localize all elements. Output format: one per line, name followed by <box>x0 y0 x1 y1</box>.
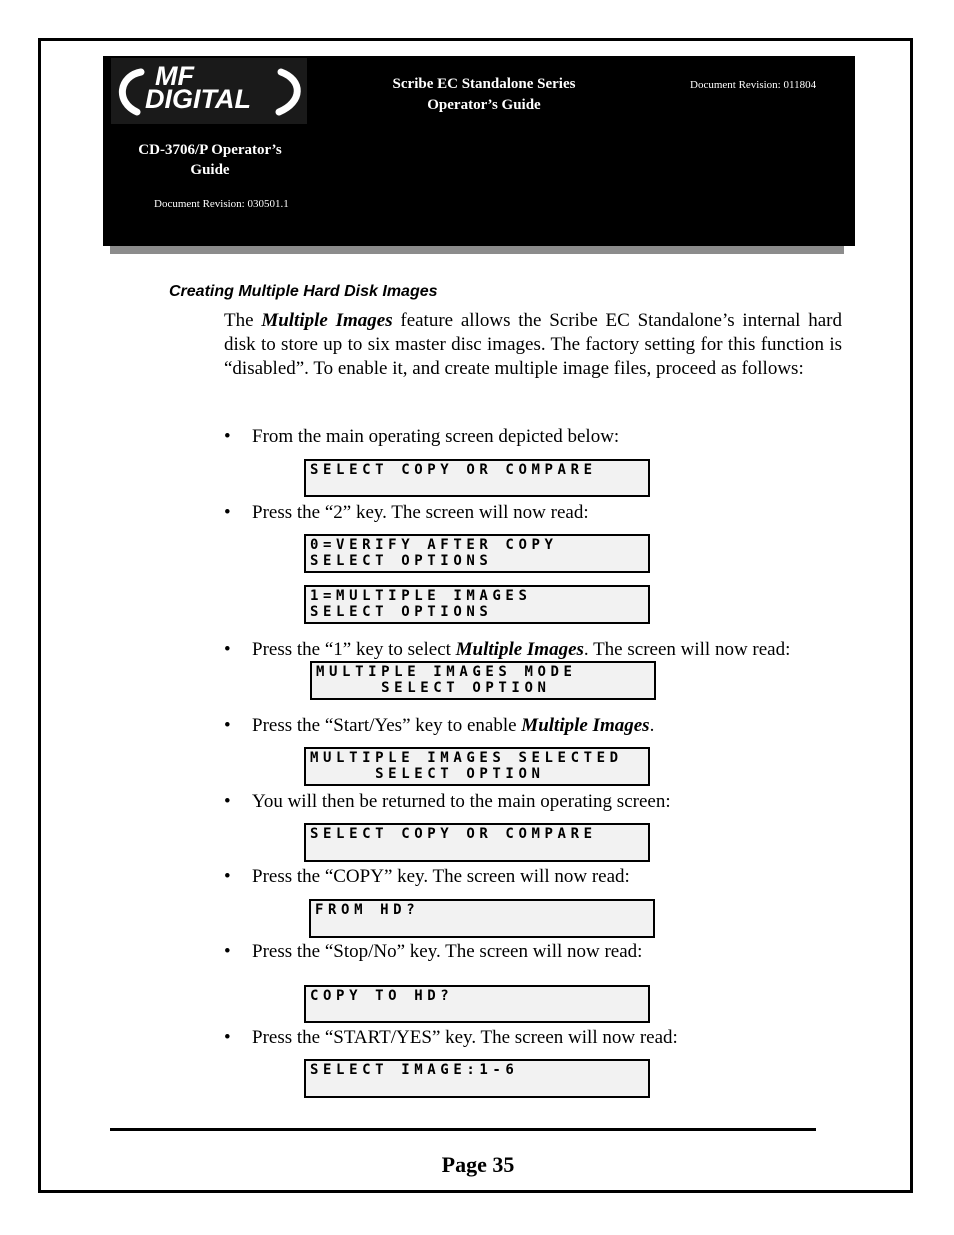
bullet-text: You will then be returned to the main operating screen: <box>252 791 671 812</box>
lcd-screen <box>304 1059 650 1098</box>
bullet-item <box>224 940 642 964</box>
lcd-line2: SELECT OPTION <box>310 766 545 782</box>
lcd-line2: SELECT OPTION <box>316 680 551 696</box>
lcd-screen <box>304 823 650 862</box>
lcd-screen <box>304 534 650 573</box>
bullet-text-after: . The screen will now read: <box>583 639 791 660</box>
lcd-line1: MULTIPLE IMAGES MODE <box>316 664 577 680</box>
bullet-symbol: • <box>224 426 231 447</box>
lcd-line1: 1=MULTIPLE IMAGES <box>310 588 532 604</box>
lcd-line1: MULTIPLE IMAGES SELECTED <box>310 750 623 766</box>
bullet-text: From the main operating screen depicted below: <box>252 426 620 447</box>
bullet-item <box>224 1026 678 1050</box>
guide-line2: Guide <box>190 162 230 178</box>
logo-line1: MF <box>155 61 194 91</box>
lcd-screen <box>310 661 656 700</box>
bullet-item <box>224 790 671 814</box>
header-series-title <box>340 74 628 116</box>
bullet-symbol: • <box>224 1027 231 1048</box>
bullet-text: Press the “2” key. The screen will now read: <box>252 502 589 523</box>
bullet-symbol: • <box>224 502 231 523</box>
bullet-item <box>224 425 619 449</box>
bullet-text: Press the “Stop/No” key. The screen will now read: <box>252 941 643 962</box>
logo-line2: DIGITAL <box>145 84 251 114</box>
guide-line1: CD-3706/P Operator’s <box>138 142 282 158</box>
footer-rule <box>110 1128 816 1131</box>
bullet-item <box>224 638 790 662</box>
intro-emphasis: Multiple Images <box>261 310 393 331</box>
header-doc-revision-right: Document Revision: 011804 <box>690 79 817 91</box>
header-shadow <box>110 246 844 254</box>
lcd-line1: SELECT IMAGE:1-6 <box>310 1062 519 1078</box>
bullet-text-before: Press the “1” key to select <box>252 639 456 660</box>
intro-before: The <box>224 310 262 331</box>
bullet-symbol: • <box>224 791 231 812</box>
series-line1: Scribe EC Standalone Series <box>392 76 576 92</box>
bullet-text-emphasis: Multiple Images <box>521 715 650 736</box>
bullet-symbol: • <box>224 715 231 736</box>
bullet-symbol: • <box>224 941 231 962</box>
header-doc-revision-left: Document Revision: 030501.1 <box>154 198 289 210</box>
header-guide-title <box>110 140 310 180</box>
mf-digital-logo <box>111 58 307 124</box>
bullet-text-before: Press the “Start/Yes” key to enable <box>252 715 522 736</box>
lcd-screen <box>304 459 650 497</box>
bullet-item <box>224 714 654 738</box>
lcd-line1: 0=VERIFY AFTER COPY <box>310 537 558 553</box>
lcd-line2: SELECT OPTIONS <box>310 604 493 620</box>
series-line2: Operator’s Guide <box>427 97 541 113</box>
lcd-screen <box>304 585 650 624</box>
lcd-line1: SELECT COPY OR COMPARE <box>310 826 597 842</box>
page-number: Page 35 <box>441 1152 515 1177</box>
bullet-symbol: • <box>224 639 231 660</box>
lcd-line2: SELECT OPTIONS <box>310 553 493 569</box>
bullet-text-emphasis: Multiple Images <box>455 639 584 660</box>
lcd-screen <box>309 899 655 938</box>
bullet-item <box>224 865 630 889</box>
bullet-text-after: . <box>649 715 655 736</box>
bullet-item <box>224 501 589 525</box>
lcd-line1: SELECT COPY OR COMPARE <box>310 462 597 478</box>
section-title: Creating Multiple Hard Disk Images <box>169 283 438 300</box>
lcd-screen <box>304 985 650 1023</box>
lcd-line1: COPY TO HD? <box>310 988 454 1004</box>
intro-after: feature allows the Scribe EC Standalone’s internal hard disk to store up to six master disc images. The factory setting for this function is “disabled”. To enable it, and create multiple image files, proceed as follows: <box>224 310 842 379</box>
lcd-screen <box>304 747 650 786</box>
bullet-text: Press the “START/YES” key. The screen will now read: <box>252 1027 678 1048</box>
lcd-line1: FROM HD? <box>315 902 420 918</box>
intro-paragraph <box>224 309 842 381</box>
bullet-text: Press the “COPY” key. The screen will now read: <box>252 866 630 887</box>
bullet-symbol: • <box>224 866 231 887</box>
